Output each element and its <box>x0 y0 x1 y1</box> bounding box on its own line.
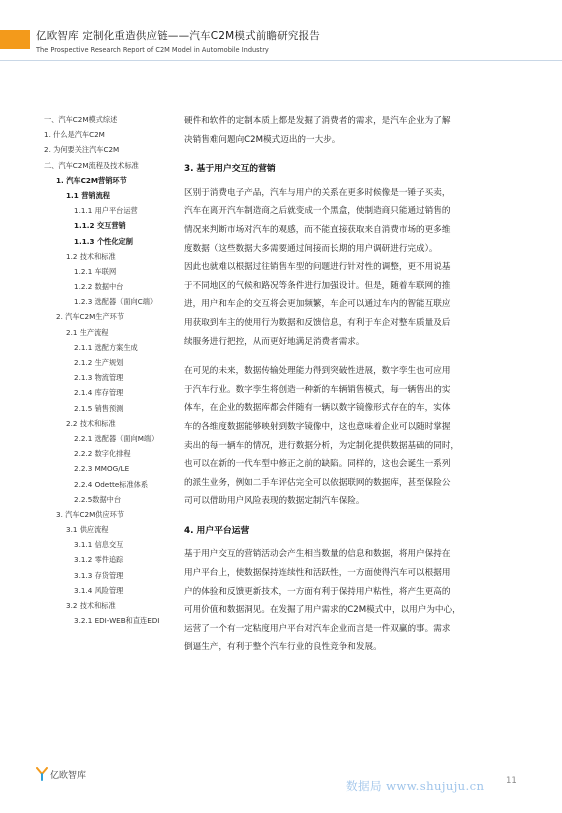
text-line: 户的体验和反馈更新技术，一方面有利于保持用户粘性，将产生更高的 <box>184 586 451 597</box>
watermark: 数据局 www.shujuju.cn <box>346 779 485 793</box>
text-line: 情况来判断市场对汽车的观感，而不能直接获取来自消费市场的更多维 <box>184 224 451 235</box>
intro-paragraph <box>184 112 518 149</box>
toc-item[interactable]: 2.2 技术和标准 <box>66 418 116 428</box>
toc-item[interactable]: 2.2.5数据中台 <box>74 494 122 504</box>
toc-item[interactable]: 2.1.3 物流管理 <box>74 373 124 383</box>
toc-item[interactable]: 1.2.2 数据中台 <box>74 282 124 292</box>
text-line: 决销售难问题向C2M模式迈出的一大步。 <box>184 134 341 145</box>
section-heading: 4. 用户平台运营 <box>184 525 250 536</box>
header-accent-block <box>0 30 30 49</box>
toc-item[interactable]: 2.1.5 销售预测 <box>74 403 124 413</box>
table-of-contents <box>36 112 166 628</box>
toc-item[interactable]: 3.1.1 信息交互 <box>74 540 124 550</box>
toc-item[interactable]: 3.2 技术和标准 <box>66 601 116 610</box>
toc-item[interactable]: 1.1.3 个性化定制 <box>74 236 133 246</box>
paragraph <box>184 184 518 351</box>
main-content <box>184 112 518 657</box>
toc-item[interactable]: 2.2.4 Odette标准体系 <box>74 479 149 489</box>
toc-item[interactable]: 2.1.2 生产规划 <box>74 358 124 367</box>
page-number: 11 <box>506 776 517 786</box>
toc-item[interactable]: 3.2.1 EDI-WEB和直连EDI <box>74 616 160 626</box>
toc-item[interactable]: 2.1 生产流程 <box>66 327 109 337</box>
toc-item[interactable]: 2.2.3 MMOG/LE <box>74 464 130 474</box>
text-line: 的派生业务，例如二手车评估完全可以依据联网的数据库，甚至保险公 <box>184 477 451 488</box>
toc-item[interactable]: 1.1 营销流程 <box>66 190 110 200</box>
text-line: 也可以在新的一代车型中修正之前的缺陷。同样的，这也会诞生一系列 <box>184 459 451 470</box>
toc-item[interactable]: 2.1.4 库存管理 <box>74 388 124 398</box>
text-line: 可用价值和数据洞见。在发掘了用户需求的C2M模式中，以用户为中心， <box>184 605 461 616</box>
footer-logo-text: 亿欧智库 <box>50 770 87 781</box>
toc-item[interactable]: 3.1.2 零件追踪 <box>74 555 124 565</box>
text-line: 因此也就难以根据过往销售车型的问题进行针对性的调整，更不用说基 <box>184 262 451 273</box>
yiou-logo-icon <box>36 767 48 781</box>
text-line: 司可以借助用户风险表现的数据定制汽车保险。 <box>184 496 365 507</box>
text-line: 车的各维度数据能够映射到数字镜像中，这也意味着企业可以随时掌握 <box>184 421 451 432</box>
text-line: 基于用户交互的营销活动会产生相当数量的信息和数据，将用户保持在 <box>184 549 451 560</box>
toc-item[interactable]: 1.1.2 交互营销 <box>74 221 126 231</box>
text-line: 于汽车行业。数字孪生将创造一种新的车辆销售模式，每一辆售出的实 <box>184 384 451 395</box>
text-line: 运营了一个有一定粘度用户平台对汽车企业而言是一件双赢的事。需求 <box>184 623 451 634</box>
toc-item[interactable]: 1. 什么是汽车C2M <box>44 130 105 140</box>
toc-item[interactable]: 3. 汽车C2M供应环节 <box>56 509 125 519</box>
text-line: 于不同地区的气候和路况等条件进行加强设计。但是，随着车联网的推 <box>184 280 451 291</box>
toc-item[interactable]: 1. 汽车C2M营销环节 <box>56 175 127 185</box>
report-subtitle: The Prospective Research Report of C2M Model in Automobile Industry <box>36 46 269 54</box>
toc-item[interactable]: 1.2.3 选配器（面向C端） <box>74 297 158 307</box>
text-line: 用户平台上，使数据保持连续性和活跃性，一方面使得汽车可以根据用 <box>184 568 451 579</box>
toc-item[interactable]: 2.1.1 选配方案生成 <box>74 342 138 352</box>
text-line: 体车，在企业的数据库都会伴随有一辆以数字镜像形式存在的车，实体 <box>184 403 451 414</box>
text-line: 在可见的未来，数据传输处理能力得到突破性进展，数字孪生也可应用 <box>184 366 451 377</box>
paragraph <box>184 362 518 511</box>
paragraph <box>184 545 518 657</box>
toc-item[interactable]: 3.1 供应流程 <box>66 525 109 535</box>
footer-logo <box>36 767 86 781</box>
toc-item[interactable]: 1.1.1 用户平台运营 <box>74 206 138 216</box>
text-line: 区别于消费电子产品，汽车与用户的关系在更多时候像是一锤子买卖， <box>184 187 451 198</box>
toc-item[interactable]: 一、汽车C2M模式综述 <box>44 115 118 124</box>
text-line: 用获取到车主的使用行为数据和反馈信息，有利于车企对整车质量及后 <box>184 317 451 328</box>
toc-item[interactable]: 二、汽车C2M流程及技术标准 <box>44 160 139 170</box>
header-divider <box>0 60 562 61</box>
text-line: 倒逼生产，有利于整个汽车行业的良性竞争和发展。 <box>184 642 382 653</box>
text-line: 进，用户和车企的交互将会更加频繁，车企可以通过车内的智能互联应 <box>184 299 451 310</box>
toc-item[interactable]: 2.2.1 选配器（面向M端） <box>74 433 159 443</box>
toc-item[interactable]: 1.2.1 车联网 <box>74 266 117 276</box>
toc-item[interactable]: 2.2.2 数字化排程 <box>74 449 131 459</box>
text-line: 硬件和软件的定制本质上都是发掘了消费者的需求，是汽车企业为了解 <box>184 116 451 126</box>
text-line: 续服务进行把控，从而更好地满足消费者需求。 <box>184 336 365 347</box>
toc-item[interactable]: 3.1.4 风险管理 <box>74 585 124 595</box>
toc-item[interactable]: 2. 汽车C2M生产环节 <box>56 312 125 322</box>
text-line: 汽车在离开汽车制造商之后就变成一个黑盒，使制造商只能通过销售的 <box>184 206 451 217</box>
toc-item[interactable]: 1.2 技术和标准 <box>66 251 116 261</box>
text-line: 度数据（这些数据大多需要通过间接而长期的用户调研进行完成）。 <box>184 243 438 254</box>
text-line: 卖出的每一辆车的情况，进行数据分析，为定制化提供数据基础的同时， <box>184 440 460 451</box>
toc-item[interactable]: 2. 为何要关注汽车C2M <box>44 145 120 155</box>
report-title: 亿欧智库 定制化重造供应链——汽车C2M模式前瞻研究报告 <box>36 30 321 42</box>
section-heading: 3. 基于用户交互的营销 <box>184 164 276 175</box>
toc-item[interactable]: 3.1.3 存货管理 <box>74 570 124 580</box>
